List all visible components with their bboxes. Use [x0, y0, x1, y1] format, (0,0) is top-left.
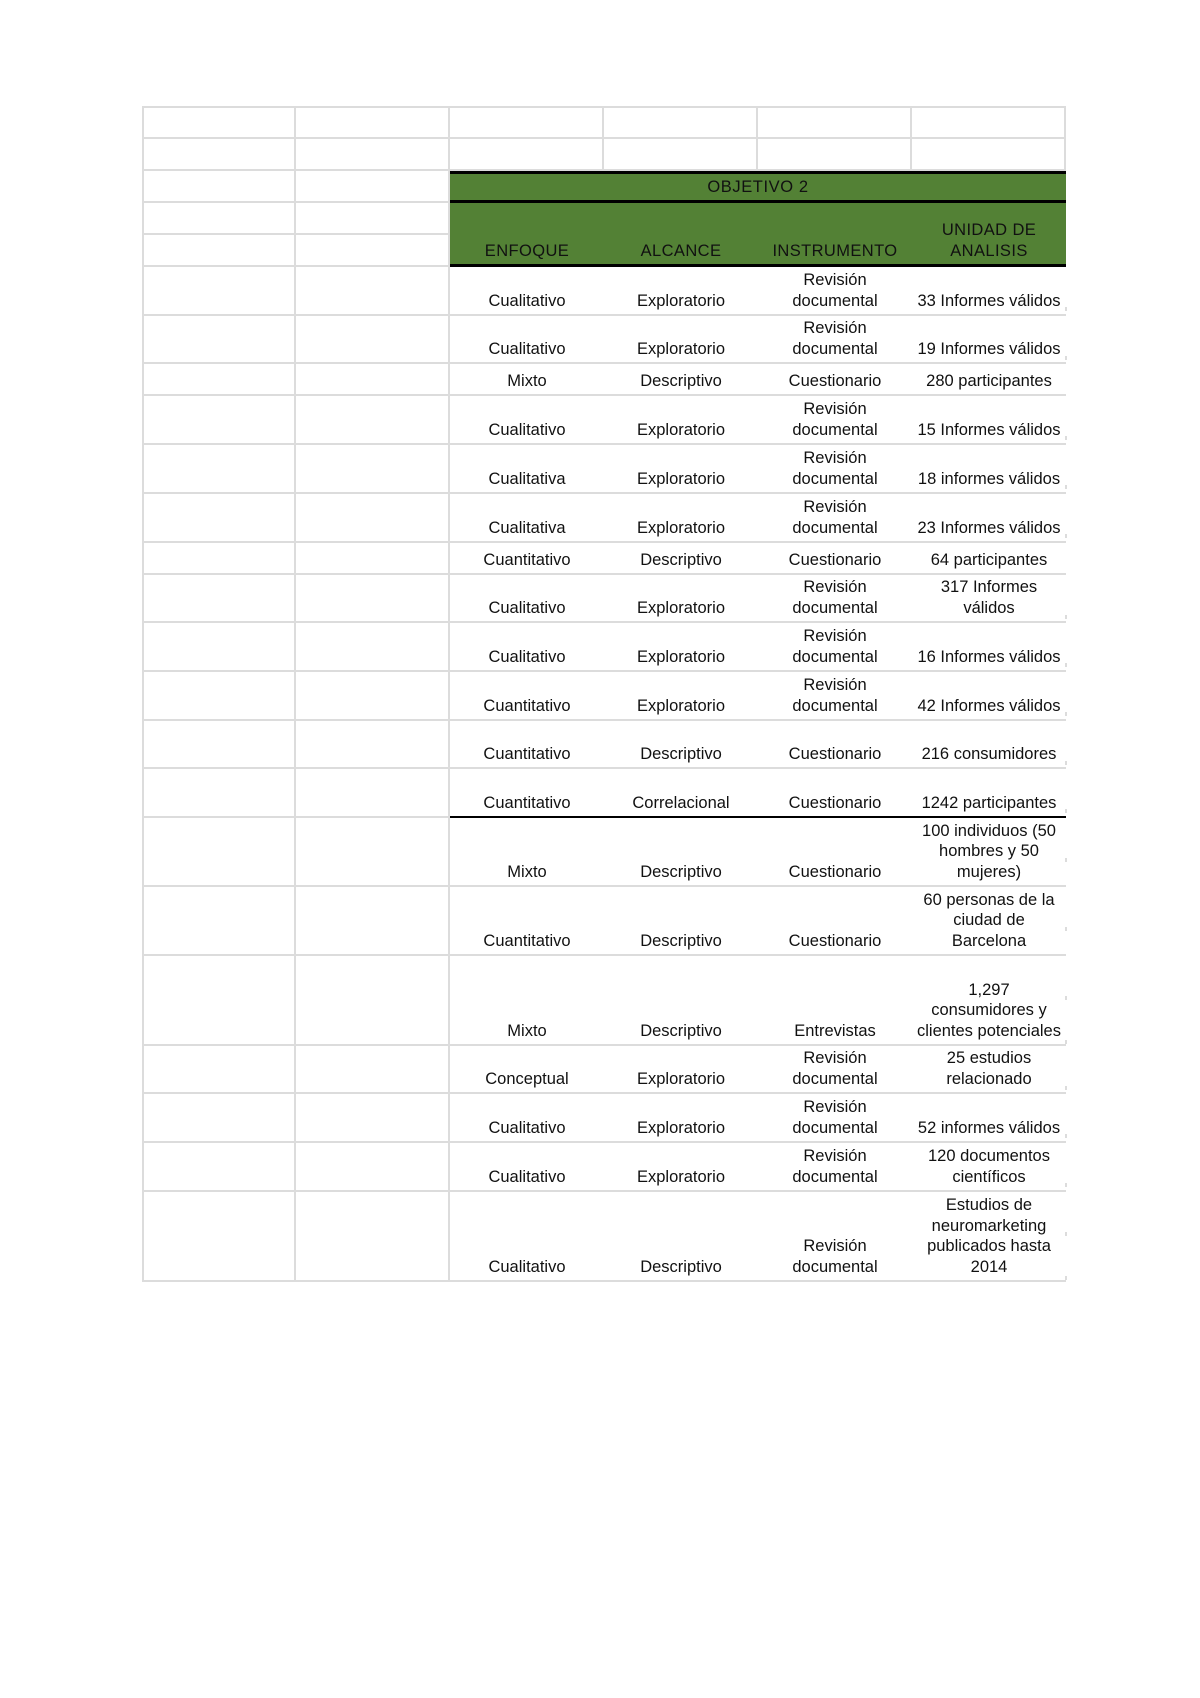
blank-cell — [142, 203, 296, 267]
blank-row — [142, 139, 1068, 171]
blank-cell — [604, 106, 758, 139]
cell-text: 317 Informes válidos — [940, 578, 1038, 617]
cell-text: Cualitativo — [488, 598, 566, 617]
unidad-cell — [912, 364, 1066, 396]
enfoque-cell — [450, 956, 604, 1046]
enfoque-cell — [450, 887, 604, 956]
table-row — [142, 956, 1068, 1046]
cell-text: Cualitativo — [488, 1118, 566, 1137]
instrumento-cell — [758, 316, 912, 364]
alcance-cell — [604, 1094, 758, 1143]
instrumento-cell — [758, 672, 912, 721]
blank-cell — [142, 623, 296, 672]
instrumento-cell — [758, 445, 912, 494]
cell-text: Cualitativo — [488, 420, 566, 439]
instrumento-cell — [758, 721, 912, 769]
table-row — [142, 1046, 1068, 1094]
objective-title-text: OBJETIVO 2 — [707, 177, 809, 196]
cell-text: Descriptivo — [640, 931, 722, 950]
enfoque-cell — [450, 672, 604, 721]
enfoque-cell — [450, 1192, 604, 1282]
table-row — [142, 818, 1068, 887]
blank-cell — [296, 1046, 450, 1094]
cell-text: Mixto — [507, 371, 547, 390]
table-row — [142, 623, 1068, 672]
enfoque-cell — [450, 396, 604, 445]
header-label: INSTRUMENTO — [772, 241, 898, 260]
enfoque-cell — [450, 1094, 604, 1143]
spreadsheet-table — [142, 106, 1068, 1282]
objective-row — [142, 171, 1068, 203]
cell-text: Entrevistas — [794, 1021, 876, 1040]
cell-text: Cuestionario — [788, 744, 882, 763]
blank-cell — [296, 721, 450, 769]
cell-text: Cuantitativo — [483, 793, 571, 812]
cell-text: 18 informes válidos — [917, 469, 1061, 488]
cell-text: Exploratorio — [636, 647, 726, 666]
blank-cell — [142, 1143, 296, 1192]
blank-cell — [758, 106, 912, 139]
cell-text: Revisión documental — [792, 578, 878, 617]
cell-text: Cualitativa — [488, 518, 566, 537]
alcance-cell — [604, 721, 758, 769]
cell-text: 33 Informes válidos — [917, 291, 1061, 310]
cell-text: Exploratorio — [636, 469, 726, 488]
cell-text: 60 personas de la ciudad de Barcelona — [923, 890, 1055, 950]
blank-cell — [142, 543, 296, 575]
cell-text: 216 consumidores — [921, 744, 1057, 763]
blank-cell — [296, 1094, 450, 1143]
header-instrumento — [758, 203, 912, 267]
unidad-cell — [912, 956, 1066, 1046]
blank-cell — [296, 1192, 450, 1282]
enfoque-cell — [450, 364, 604, 396]
blank-cell — [142, 494, 296, 543]
blank-cell — [296, 445, 450, 494]
instrumento-cell — [758, 267, 912, 316]
alcance-cell — [604, 494, 758, 543]
cell-text: Exploratorio — [636, 1167, 726, 1186]
cell-text: 64 participantes — [930, 550, 1048, 569]
unidad-cell — [912, 1143, 1066, 1192]
cell-text: Cuantitativo — [483, 550, 571, 569]
instrumento-cell — [758, 818, 912, 887]
enfoque-cell — [450, 267, 604, 316]
cell-text: Descriptivo — [640, 371, 722, 390]
alcance-cell — [604, 1143, 758, 1192]
instrumento-cell — [758, 887, 912, 956]
blank-cell — [142, 956, 296, 1046]
cell-text: Revisión documental — [792, 1098, 878, 1137]
cell-text: 100 individuos (50 hombres y 50 mujeres) — [922, 821, 1056, 881]
unidad-cell — [912, 316, 1066, 364]
header-label: UNIDAD DE ANALISIS — [941, 221, 1037, 260]
cell-text: Revisión documental — [792, 627, 878, 666]
cell-text: Cualitativo — [488, 291, 566, 310]
instrumento-cell — [758, 494, 912, 543]
alcance-cell — [604, 956, 758, 1046]
cell-text: Revisión documental — [792, 676, 878, 715]
blank-cell — [296, 396, 450, 445]
cell-text: Cuantitativo — [483, 696, 571, 715]
enfoque-cell — [450, 1143, 604, 1192]
cell-text: Revisión documental — [792, 449, 878, 488]
cell-text: Exploratorio — [636, 518, 726, 537]
instrumento-cell — [758, 1094, 912, 1143]
cell-text: Cualitativo — [488, 339, 566, 358]
enfoque-cell — [450, 721, 604, 769]
cell-text: Conceptual — [485, 1069, 569, 1088]
enfoque-cell — [450, 1046, 604, 1094]
alcance-cell — [604, 672, 758, 721]
cell-text: Estudios de neuromarketing publicados hasta 2014 — [927, 1196, 1051, 1276]
instrumento-cell — [758, 364, 912, 396]
cell-text: 42 Informes válidos — [917, 696, 1061, 715]
alcance-cell — [604, 818, 758, 887]
alcance-cell — [604, 543, 758, 575]
cell-text: Mixto — [507, 1021, 547, 1040]
blank-cell — [912, 139, 1066, 171]
table-row — [142, 1094, 1068, 1143]
blank-cell — [142, 1192, 296, 1282]
blank-cell — [296, 769, 450, 818]
blank-cell — [296, 139, 450, 171]
instrumento-cell — [758, 769, 912, 818]
cell-text: Exploratorio — [636, 339, 726, 358]
blank-cell — [142, 316, 296, 364]
blank-cell — [296, 267, 450, 316]
blank-cell — [142, 171, 296, 203]
cell-text: Exploratorio — [636, 696, 726, 715]
instrumento-cell — [758, 623, 912, 672]
cell-text: Revisión documental — [792, 1147, 878, 1186]
blank-cell — [604, 139, 758, 171]
instrumento-cell — [758, 543, 912, 575]
cell-text: Revisión documental — [792, 271, 878, 310]
cell-text: Cuestionario — [788, 371, 882, 390]
cell-text: 23 Informes válidos — [917, 518, 1061, 537]
table-row — [142, 769, 1068, 818]
table-row — [142, 543, 1068, 575]
cell-text: Revisión documental — [792, 400, 878, 439]
enfoque-cell — [450, 769, 604, 818]
blank-cell — [296, 818, 450, 887]
header-label: ALCANCE — [640, 241, 722, 260]
blank-cell — [142, 1046, 296, 1094]
cell-text: Descriptivo — [640, 1021, 722, 1040]
instrumento-cell — [758, 1192, 912, 1282]
cell-text: Mixto — [507, 862, 547, 881]
enfoque-cell — [450, 316, 604, 364]
blank-cell — [296, 672, 450, 721]
unidad-cell — [912, 494, 1066, 543]
blank-cell — [142, 575, 296, 623]
cell-text: Exploratorio — [636, 291, 726, 310]
table-row — [142, 672, 1068, 721]
blank-cell — [296, 364, 450, 396]
blank-cell — [142, 769, 296, 818]
cell-text: 1242 participantes — [921, 793, 1057, 812]
unidad-cell — [912, 1192, 1066, 1282]
unidad-cell — [912, 1046, 1066, 1094]
cell-text: Cuestionario — [788, 931, 882, 950]
unidad-cell — [912, 267, 1066, 316]
blank-cell — [758, 139, 912, 171]
cell-text: Cuestionario — [788, 550, 882, 569]
alcance-cell — [604, 396, 758, 445]
table-row — [142, 396, 1068, 445]
alcance-cell — [604, 887, 758, 956]
table-row — [142, 1192, 1068, 1282]
blank-cell — [912, 106, 1066, 139]
blank-cell — [296, 575, 450, 623]
blank-cell — [142, 364, 296, 396]
table-row — [142, 721, 1068, 769]
blank-cell — [296, 316, 450, 364]
alcance-cell — [604, 575, 758, 623]
blank-cell — [450, 139, 604, 171]
table-row — [142, 364, 1068, 396]
alcance-cell — [604, 364, 758, 396]
alcance-cell — [604, 623, 758, 672]
header-alcance — [604, 203, 758, 267]
instrumento-cell — [758, 575, 912, 623]
blank-cell — [296, 887, 450, 956]
alcance-cell — [604, 1192, 758, 1282]
cell-text: Exploratorio — [636, 598, 726, 617]
blank-cell — [450, 106, 604, 139]
unidad-cell — [912, 623, 1066, 672]
cell-text: 52 informes válidos — [917, 1118, 1061, 1137]
cell-text: Cuantitativo — [483, 931, 571, 950]
alcance-cell — [604, 445, 758, 494]
blank-cell — [296, 203, 450, 267]
blank-cell — [296, 623, 450, 672]
unidad-cell — [912, 396, 1066, 445]
table-row — [142, 316, 1068, 364]
unidad-cell — [912, 543, 1066, 575]
cell-text: Revisión documental — [792, 319, 878, 358]
cell-text: 15 Informes válidos — [917, 420, 1061, 439]
enfoque-cell — [450, 818, 604, 887]
enfoque-cell — [450, 494, 604, 543]
cell-text: Cualitativo — [488, 647, 566, 666]
header-enfoque — [450, 203, 604, 267]
cell-text: Descriptivo — [640, 550, 722, 569]
alcance-cell — [604, 267, 758, 316]
blank-row — [142, 106, 1068, 139]
header-label: ENFOQUE — [484, 241, 570, 260]
cell-text: Revisión documental — [792, 1237, 878, 1276]
table-row — [142, 1143, 1068, 1192]
cell-text: Revisión documental — [792, 1049, 878, 1088]
cell-text: 1,297 consumidores y clientes potenciales — [916, 980, 1061, 1040]
header-row — [142, 203, 1068, 267]
blank-cell — [142, 139, 296, 171]
blank-cell — [296, 1143, 450, 1192]
cell-text: Exploratorio — [636, 1118, 726, 1137]
cell-text: Cualitativo — [488, 1167, 566, 1186]
cell-text: 120 documentos científicos — [927, 1147, 1050, 1186]
cell-text: Cuestionario — [788, 862, 882, 881]
cell-text: Cuantitativo — [483, 744, 571, 763]
cell-text: Cualitativo — [488, 1257, 566, 1276]
unidad-cell — [912, 1094, 1066, 1143]
blank-cell — [142, 106, 296, 139]
enfoque-cell — [450, 575, 604, 623]
table-row — [142, 575, 1068, 623]
table-row — [142, 267, 1068, 316]
blank-cell — [296, 106, 450, 139]
cell-text: 25 estudios relacionado — [946, 1049, 1032, 1088]
unidad-cell — [912, 887, 1066, 956]
instrumento-cell — [758, 1143, 912, 1192]
blank-cell — [296, 494, 450, 543]
cell-text: Cualitativa — [488, 469, 566, 488]
blank-cell — [142, 818, 296, 887]
enfoque-cell — [450, 445, 604, 494]
unidad-cell — [912, 672, 1066, 721]
blank-cell — [296, 956, 450, 1046]
table-body — [142, 267, 1068, 1282]
cell-text: Correlacional — [632, 793, 730, 812]
table-row — [142, 445, 1068, 494]
instrumento-cell — [758, 956, 912, 1046]
table-row — [142, 887, 1068, 956]
alcance-cell — [604, 769, 758, 818]
blank-cell — [142, 721, 296, 769]
table-row — [142, 494, 1068, 543]
enfoque-cell — [450, 623, 604, 672]
alcance-cell — [604, 1046, 758, 1094]
blank-cell — [296, 171, 450, 203]
instrumento-cell — [758, 1046, 912, 1094]
unidad-cell — [912, 721, 1066, 769]
blank-cell — [296, 543, 450, 575]
blank-cell — [142, 887, 296, 956]
cell-text: 19 Informes válidos — [917, 339, 1061, 358]
blank-cell — [142, 672, 296, 721]
cell-text: Descriptivo — [640, 744, 722, 763]
unidad-cell — [912, 818, 1066, 887]
header-unidad — [912, 203, 1066, 267]
blank-cell — [142, 267, 296, 316]
cell-text: Descriptivo — [640, 1257, 722, 1276]
cell-text: Revisión documental — [792, 498, 878, 537]
enfoque-cell — [450, 543, 604, 575]
unidad-cell — [912, 769, 1066, 818]
alcance-cell — [604, 316, 758, 364]
instrumento-cell — [758, 396, 912, 445]
cell-text: Exploratorio — [636, 1069, 726, 1088]
blank-cell — [142, 1094, 296, 1143]
blank-cell — [142, 396, 296, 445]
unidad-cell — [912, 575, 1066, 623]
unidad-cell — [912, 445, 1066, 494]
cell-text: Cuestionario — [788, 793, 882, 812]
cell-text: Exploratorio — [636, 420, 726, 439]
objective-title — [450, 171, 1066, 203]
cell-text: 16 Informes válidos — [917, 647, 1061, 666]
cell-text: Descriptivo — [640, 862, 722, 881]
cell-text: 280 participantes — [926, 371, 1052, 390]
blank-cell — [142, 445, 296, 494]
